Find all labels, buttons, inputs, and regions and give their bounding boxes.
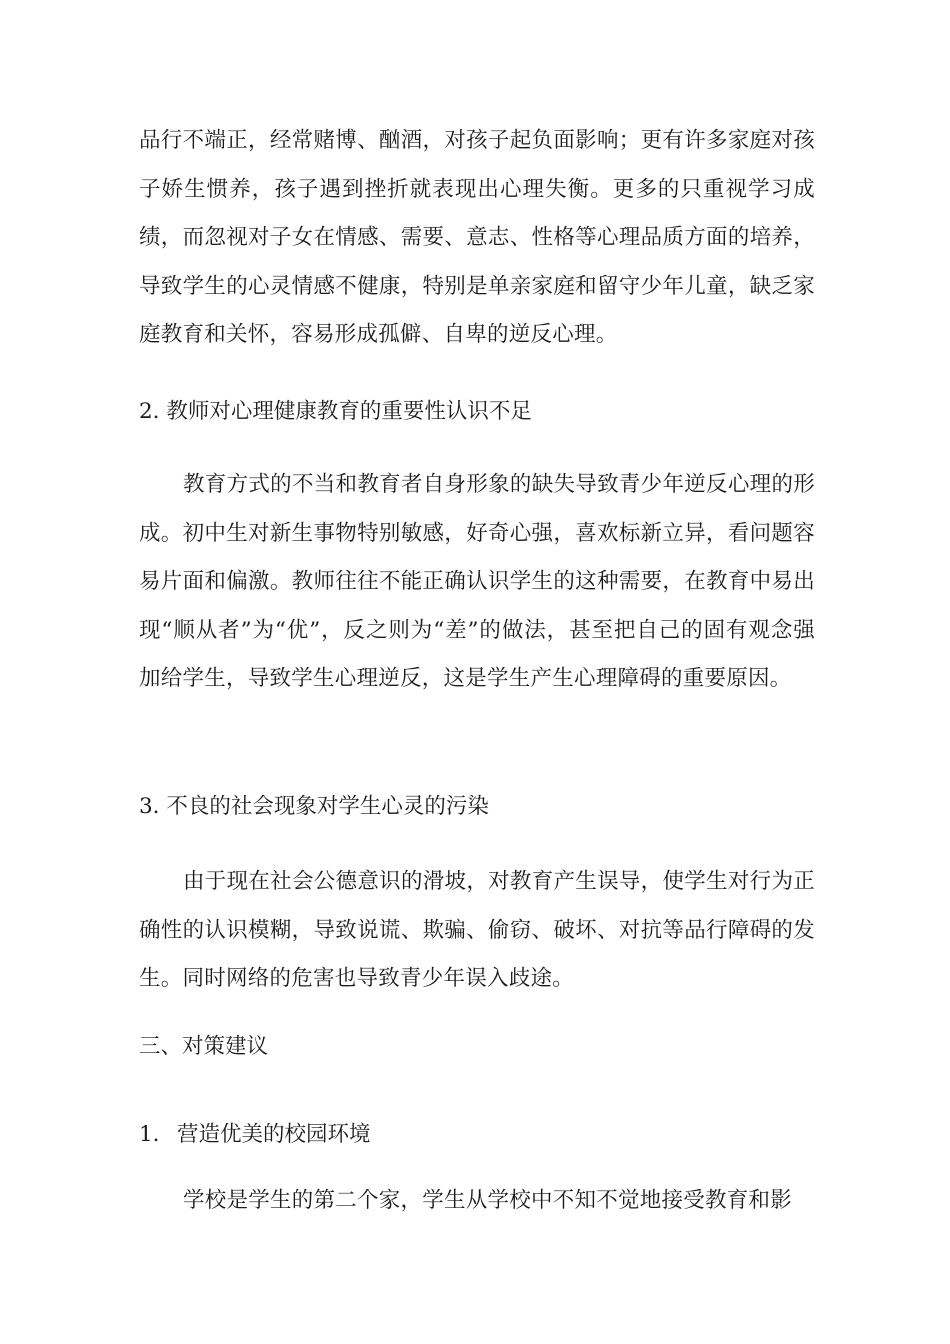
heading-social-phenomena: 3. 不良的社会现象对学生心灵的污染 xyxy=(139,794,489,819)
paragraph-teaching-methods: 教育方式的不当和教育者自身形象的缺失导致青少年逆反心理的形成。初中生对新生事物特别敏感，好奇心强，喜欢标新立异，看问题容易片面和偏激。教师往往不能正确认识学生的这种需要，在教育中易出现“顺从者”为“优”，反之则为“差”的做法，甚至把自己的固有观念强加给学生，导致学生心理逆反，这是学生产生心理障碍的重要原因。 xyxy=(139,472,815,692)
section-heading-countermeasures: 三、对策建议 xyxy=(139,1034,269,1059)
paragraph-family-influence: 品行不端正，经常赌博、酗酒，对孩子起负面影响；更有许多家庭对孩子娇生惯养，孩子遇到挫折就表现出心理失衡。更多的只重视学习成绩，而忽视对子女在情感、需要、意志、性格等心理品质方面的培养，导致学生的心灵情感不健康，特别是单亲家庭和留守少年儿童，缺乏家庭教育和关怀，容易形成孤僻、自卑的逆反心理。 xyxy=(139,128,815,348)
subheading-number: 1. xyxy=(139,1122,160,1147)
paragraph-social-pollution: 由于现在社会公德意识的滑坡，对教育产生误导，使学生对行为正确性的认识模糊，导致说谎、欺骗、偷窃、破坏、对抗等品行障碍的发生。同时网络的危害也导致青少年误入歧途。 xyxy=(139,869,815,992)
paragraph-school-home: 学校是学生的第二个家，学生从学校中不知不觉地接受教育和影 xyxy=(183,1188,793,1213)
heading-teacher-awareness: 2. 教师对心理健康教育的重要性认识不足 xyxy=(139,399,532,424)
subheading-campus-environment xyxy=(139,1120,815,1150)
subheading-title: 营造优美的校园环境 xyxy=(177,1122,371,1147)
